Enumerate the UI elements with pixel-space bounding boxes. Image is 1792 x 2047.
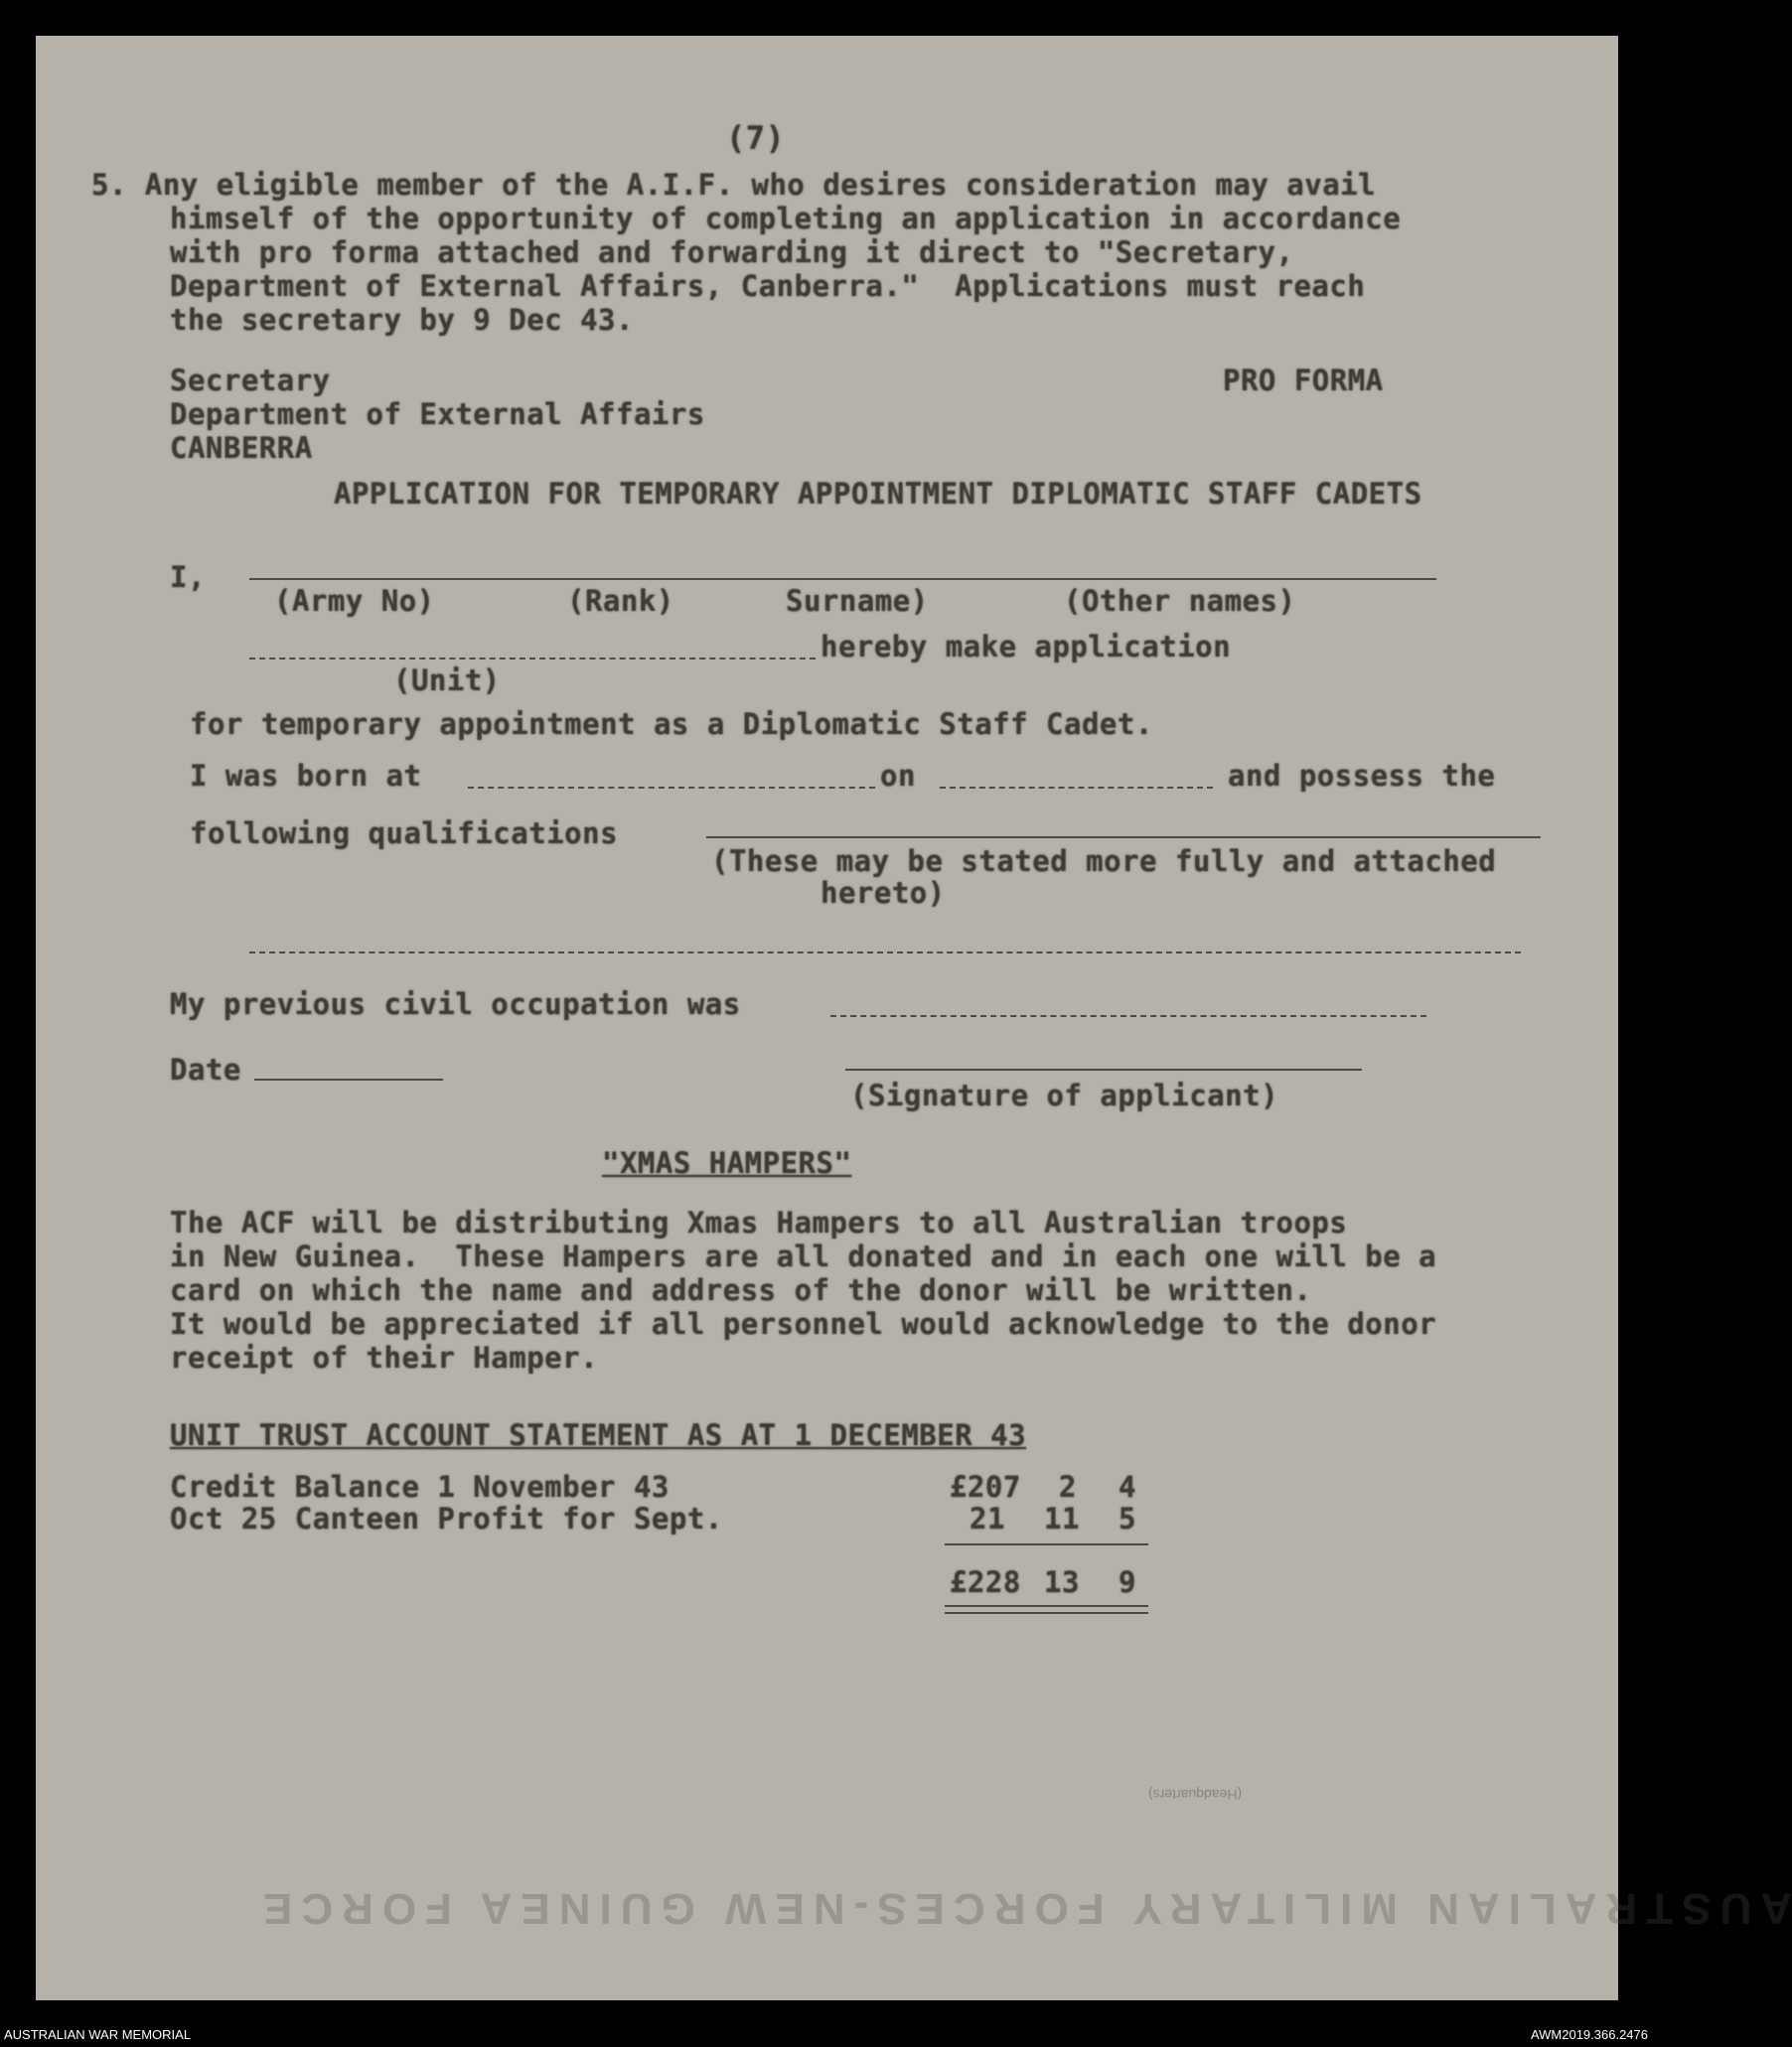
- unit-line: [249, 658, 816, 659]
- possess-text: and possess the: [1228, 759, 1496, 793]
- stamp-show-through: AUSTRALIAN MILITARY FORCES-NEW GUINEA FORCE: [254, 1884, 1792, 1933]
- qualifications-line-2: [249, 951, 1521, 953]
- trust-total-double-line-2: [945, 1612, 1148, 1614]
- pro-forma-label: PRO FORMA: [1223, 364, 1384, 397]
- hereby-text: hereby make application: [821, 630, 1232, 663]
- xmas-heading: "XMAS HAMPERS": [602, 1146, 852, 1180]
- label-other-names: (Other names): [1064, 584, 1296, 618]
- trust-total-double-line-1: [945, 1605, 1148, 1607]
- xmas-line-4: It would be appreciated if all personnel would acknowledge to the donor: [170, 1307, 1437, 1341]
- para5-line-4: Department of External Affairs, Canberra." Applications must reach: [170, 269, 1366, 303]
- page-number: (7): [726, 119, 786, 157]
- trust-row-2-shillings: 11: [1044, 1502, 1080, 1535]
- born-at-line: [468, 787, 875, 789]
- trust-heading: UNIT TRUST ACCOUNT STATEMENT AS AT 1 DECEMBER 43: [170, 1418, 1027, 1452]
- stated-note-1: (These may be stated more fully and attached: [711, 844, 1497, 878]
- trust-subtotal-line: [945, 1543, 1148, 1545]
- label-surname: Surname): [786, 584, 929, 618]
- born-at-text: I was born at: [190, 759, 422, 793]
- form-i-label: I,: [170, 560, 206, 594]
- date-text: Date: [170, 1053, 241, 1087]
- trust-row-2-pounds: 21: [970, 1502, 1005, 1535]
- born-on-line: [940, 787, 1213, 789]
- stamp-headquarters: (Headquarters): [1148, 1787, 1243, 1803]
- trust-total-shillings: 13: [1044, 1565, 1080, 1599]
- footer-institution: AUSTRALIAN WAR MEMORIAL: [4, 2027, 192, 2042]
- address-line-3: CANBERRA: [170, 431, 313, 465]
- xmas-line-3: card on which the name and address of the donor will be written.: [170, 1273, 1312, 1307]
- trust-row-1-shillings: 2: [1059, 1470, 1077, 1504]
- trust-row-2-pence: 5: [1119, 1502, 1136, 1535]
- xmas-line-2: in New Guinea. These Hampers are all donated and in each one will be a: [170, 1240, 1437, 1273]
- occupation-text: My previous civil occupation was: [170, 987, 741, 1021]
- signature-label: (Signature of applicant): [850, 1079, 1279, 1112]
- label-army-no: (Army No): [274, 584, 435, 618]
- footer-accession-number: AWM2019.366.2476: [1530, 2027, 1648, 2042]
- para5-line-1: 5. Any eligible member of the A.I.F. who desires consideration may avail: [91, 168, 1377, 202]
- xmas-line-1: The ACF will be distributing Xmas Hampers to all Australian troops: [170, 1206, 1348, 1240]
- label-rank: (Rank): [567, 584, 674, 618]
- xmas-line-5: receipt of their Hamper.: [170, 1341, 599, 1375]
- trust-total-pence: 9: [1119, 1565, 1136, 1599]
- label-unit: (Unit): [393, 663, 501, 697]
- name-line: [249, 578, 1436, 580]
- address-line-2: Department of External Affairs: [170, 397, 705, 431]
- para5-line-2: himself of the opportunity of completing an application in accordance: [170, 202, 1402, 235]
- trust-row-2-label: Oct 25 Canteen Profit for Sept.: [170, 1502, 723, 1535]
- address-line-1: Secretary: [170, 364, 331, 397]
- date-line: [254, 1079, 443, 1081]
- para5-line-3: with pro forma attached and forwarding it direct to "Secretary,: [170, 235, 1294, 269]
- trust-total-pounds: £228: [950, 1565, 1021, 1599]
- temp-appointment-text: for temporary appointment as a Diplomatic Staff Cadet.: [190, 707, 1153, 741]
- qualifications-text: following qualifications: [190, 816, 619, 850]
- trust-row-1-label: Credit Balance 1 November 43: [170, 1470, 670, 1504]
- qualifications-line: [706, 836, 1541, 838]
- trust-row-1-pounds: £207: [950, 1470, 1021, 1504]
- on-text: on: [880, 759, 916, 793]
- trust-row-1-pence: 4: [1119, 1470, 1136, 1504]
- occupation-line: [830, 1015, 1426, 1017]
- signature-line: [845, 1069, 1362, 1071]
- document-page: [36, 36, 1792, 2000]
- para5-line-5: the secretary by 9 Dec 43.: [170, 303, 634, 337]
- stated-note-2: hereto): [821, 876, 946, 910]
- form-title: APPLICATION FOR TEMPORARY APPOINTMENT DIPLOMATIC STAFF CADETS: [334, 477, 1422, 511]
